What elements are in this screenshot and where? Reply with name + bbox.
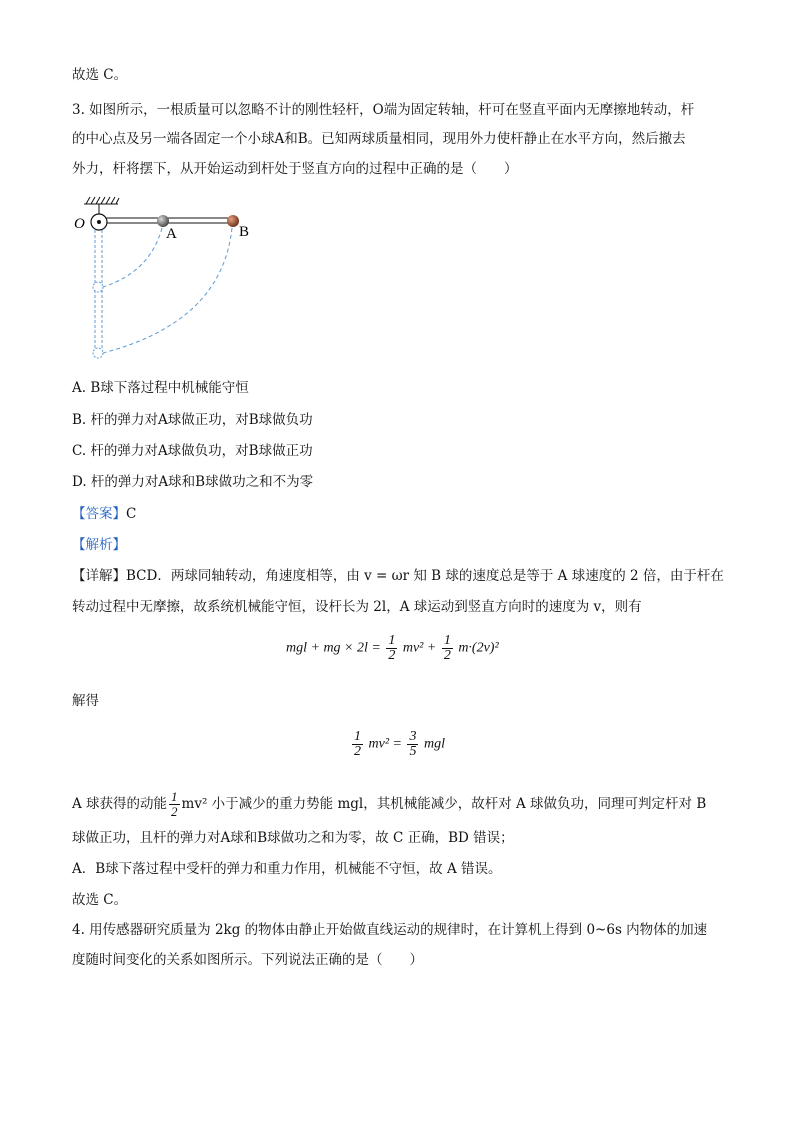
eq1-num2: 1: [443, 633, 451, 648]
q3-option-b: B. 杆的弹力对A球做正功，对B球做负功: [72, 412, 313, 428]
label-a: A: [166, 226, 177, 242]
conclusion-line2: 球做正功，且杆的弹力对A球和B球做功之和为零，故 C 正确，BD 错误；: [72, 830, 514, 846]
q3-stem-line3: 外力，杆将摆下，从开始运动到杆处于竖直方向的过程中正确的是（ ）: [72, 161, 518, 177]
label-o: O: [74, 216, 85, 232]
eq2-right: mgl: [423, 736, 445, 752]
conclusion-line1: [72, 790, 706, 819]
solve-word: 解得: [72, 693, 99, 709]
eq2-num-half: 1: [354, 729, 361, 744]
equation-energy: [286, 634, 499, 663]
q3-option-c: C. 杆的弹力对A球做负功，对B球做正功: [72, 443, 313, 459]
eq1-half-frac2: [442, 634, 453, 663]
equation-result: [350, 730, 445, 759]
answer-line: [72, 505, 136, 523]
answer-value: C: [126, 506, 137, 522]
eq2-num: 3: [409, 729, 417, 744]
q3-option-a: A. B球下落过程中机械能守恒: [72, 380, 249, 396]
eq1-num1: 1: [388, 633, 396, 648]
conc-a: A 球获得的动能: [72, 796, 168, 812]
label-b: B: [239, 224, 250, 240]
detail-line2: 转动过程中无摩擦，故系统机械能守恒，设杆长为 2l，A 球运动到竖直方向时的速度为 v，则有: [72, 599, 642, 615]
eq1-den2: 2: [443, 648, 451, 663]
eq2-left: mv² =: [368, 736, 402, 752]
eq1-right: m·(2v)²: [458, 640, 499, 656]
eq1-half-frac: [386, 634, 397, 663]
answer-tag: 【答案】: [72, 506, 126, 522]
q3-stem-line2: 的中心点及另一端各固定一个小球A和B。已知两球质量相同，现用外力使杆静止在水平方向，然后撤去: [72, 131, 686, 147]
detail-tag: 【详解】: [72, 568, 126, 584]
conc-b: mv² 小于减少的重力势能 mgl，其机械能减少，故杆对 A 球做负功，同理可判定杆对 B: [181, 796, 707, 812]
q3-stem-line1: 3. 如图所示，一根质量可以忽略不计的刚性轻杆，O端为固定转轴，杆可在竖直平面内无摩擦地转动，杆: [72, 102, 695, 118]
conc-den: 2: [171, 804, 178, 819]
q3-pendulum-figure: [72, 192, 272, 362]
prev-answer-line: 故选 C。: [72, 67, 128, 83]
q3-final: 故选 C。: [72, 892, 128, 908]
q4-stem-line2: 度随时间变化的关系如图所示。下列说法正确的是（ ）: [72, 952, 423, 968]
eq2-half-frac: [352, 730, 363, 759]
detail-text1: BCD．两球同轴转动，角速度相等，由 v = ωr 知 B 球的速度总是等于 A 球速度的 2 倍，由于杆在: [126, 568, 724, 584]
eq1-left: mgl + mg × 2l =: [286, 640, 381, 656]
analysis-tag: 【解析】: [72, 537, 126, 553]
q4-stem-line1: 4. 用传感器研究质量为 2kg 的物体由静止开始做直线运动的规律时，在计算机上得到 0~6s 内物体的加速: [72, 922, 708, 938]
conc-frac: [169, 790, 180, 819]
conclusion-line3: A．B球下落过程中受杆的弹力和重力作用，机械能不守恒，故 A 错误。: [72, 861, 502, 877]
eq1-mid: mv² +: [402, 640, 437, 656]
eq2-frac: [407, 730, 418, 759]
detail-line1: [72, 567, 724, 585]
q3-option-d: D. 杆的弹力对A球和B球做功之和不为零: [72, 474, 314, 490]
eq1-den1: 2: [388, 648, 396, 663]
eq2-den-half: 2: [354, 744, 361, 759]
conc-num: 1: [171, 789, 178, 804]
eq2-den: 5: [409, 744, 417, 759]
